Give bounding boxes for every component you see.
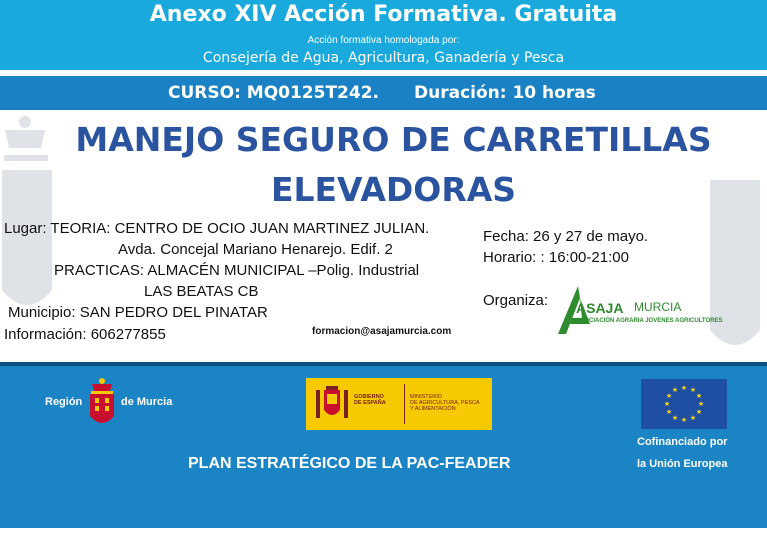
spain-coat-of-arms-icon bbox=[314, 384, 350, 424]
header-title: Anexo XIV Acción Formativa. Gratuita bbox=[149, 2, 618, 27]
course-duration: Duración: 10 horas bbox=[414, 83, 596, 103]
svg-text:★: ★ bbox=[665, 392, 673, 400]
course-title-line2: ELEVADORAS bbox=[270, 170, 517, 209]
header-homologada: Acción formativa homologada por: bbox=[307, 35, 460, 46]
plan-estrategico: PLAN ESTRATÉGICO DE LA PAC-FEADER bbox=[188, 455, 511, 472]
union-europea-label: la Unión Europea bbox=[637, 458, 728, 470]
informacion: Información: 606277855 bbox=[4, 326, 166, 343]
footer-bottom-margin bbox=[0, 528, 767, 542]
region-label-left: Región bbox=[45, 396, 83, 408]
main-content bbox=[0, 110, 767, 362]
gobierno-label: GOBIERNO DE ESPAÑA bbox=[354, 394, 386, 406]
svg-text:★: ★ bbox=[663, 400, 671, 408]
cofinanciado-label: Cofinanciado por bbox=[637, 436, 728, 448]
region-label-right: de Murcia bbox=[121, 396, 173, 408]
svg-text:★: ★ bbox=[695, 392, 703, 400]
lugar-line4: LAS BEATAS CB bbox=[144, 283, 259, 300]
course-title-line1: MANEJO SEGURO DE CARRETILLAS bbox=[75, 120, 712, 159]
svg-text:★: ★ bbox=[680, 416, 688, 424]
lugar-line2: Avda. Concejal Mariano Henarejo. Edif. 2 bbox=[118, 241, 393, 258]
ministerio-label: MINISTERIO DE AGRICULTURA, PESCA Y ALIMENTACIÓN bbox=[410, 394, 480, 412]
murcia-coat-of-arms-icon bbox=[86, 376, 118, 430]
header-consejeria: Consejería de Agua, Agricultura, Ganadería y Pesca bbox=[202, 50, 565, 66]
svg-text:★: ★ bbox=[665, 408, 673, 416]
svg-text:★: ★ bbox=[671, 414, 679, 422]
svg-text:★: ★ bbox=[695, 408, 703, 416]
lugar-line3: PRACTICAS: ALMACÉN MUNICIPAL –Polig. Industrial bbox=[54, 262, 420, 279]
asaja-subtitle: ASOCIACIÓN AGRARIA JOVENES AGRICULTORES bbox=[576, 318, 723, 324]
horario: Horario: : 16:00-21:00 bbox=[483, 249, 629, 266]
asaja-name: ASAJA bbox=[576, 300, 624, 316]
organiza-label: Organiza: bbox=[483, 292, 549, 309]
eu-flag-icon bbox=[641, 379, 727, 429]
svg-text:★: ★ bbox=[697, 400, 705, 408]
fecha: Fecha: 26 y 27 de mayo. bbox=[483, 228, 649, 245]
svg-text:★: ★ bbox=[671, 386, 679, 394]
course-code: CURSO: MQ0125T242. bbox=[168, 83, 380, 103]
contact-email[interactable]: formacion@asajamurcia.com bbox=[312, 326, 452, 337]
svg-text:★: ★ bbox=[680, 384, 688, 392]
svg-text:★: ★ bbox=[689, 414, 697, 422]
lugar-line1: Lugar: TEORIA: CENTRO DE OCIO JUAN MARTINEZ JULIAN. bbox=[4, 220, 430, 237]
gob-divider bbox=[404, 384, 405, 424]
asaja-logo bbox=[556, 282, 756, 342]
municipio: Municipio: SAN PEDRO DEL PINATAR bbox=[8, 304, 268, 321]
course-bar bbox=[0, 76, 767, 110]
gobierno-espana-logo bbox=[306, 378, 492, 430]
header-banner bbox=[0, 0, 767, 70]
svg-text:★: ★ bbox=[689, 386, 697, 394]
asaja-city: MURCIA bbox=[634, 300, 682, 314]
